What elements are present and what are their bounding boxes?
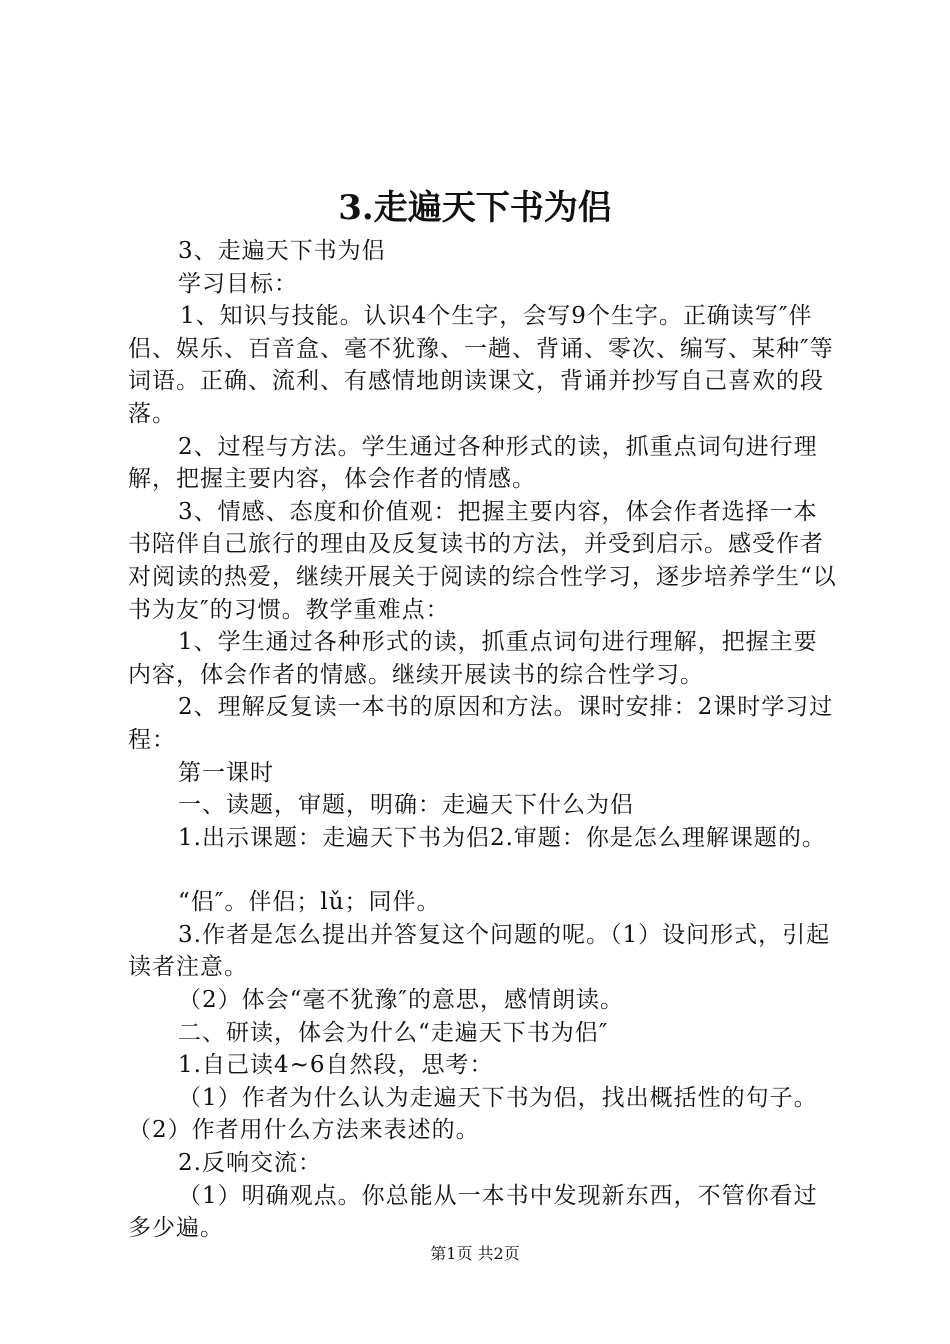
paragraph-objectives-label: 学习目标： [178,270,298,297]
paragraph-step-1-2: 1.出示课题：走遍天下书为侣2.审题：你是怎么理解课题的。 [178,824,826,851]
paragraph-key-point-2: 2、理解反复读一本书的原因和方法。课时安排：2课时学习过程： [128,694,834,753]
paragraph-feedback: 2.反响交流： [178,1150,322,1177]
paragraph-heading: 3、走遍天下书为侣 [178,238,386,264]
paragraph-step-3: 3.作者是怎么提出并答复这个问题的呢。（1）设问形式，引起读者注意。 [128,921,831,981]
paragraph-step-read: 1.自己读4~6自然段，思考： [178,1052,494,1079]
paragraph-lesson-one: 第一课时 [178,759,274,786]
paragraph-objective-2: 2、过程与方法。学生通过各种形式的读，抓重点词句进行理解，把握主要内容，体会作者的情感。 [128,433,818,493]
page-footer: 第1页 共2页 [430,1244,520,1263]
paragraph-section-two: 二、研读，体会为什么“走遍天下书为侣″ [178,1019,609,1046]
paragraph-viewpoint: （1）明确观点。你总能从一本书中发现新东西，不管你看过多少遍。 [128,1182,818,1242]
paragraph-section-one: 一、读题，审题，明确：走遍天下什么为侣 [178,792,634,819]
document-title: 3.走遍天下书为侣 [338,188,612,228]
paragraph-spacer [128,854,840,886]
paragraph-step-3-2: （2）体会“毫不犹豫″的意思，感情朗读。 [178,987,624,1014]
document-body [128,235,840,1245]
paragraph-key-point-1: 1、学生通过各种形式的读，抓重点词句进行理解，把握主要内容，体会作者的情感。继续开展读书的综合性学习。 [128,629,818,688]
paragraph-lv-note: “侣″。伴侣；lǔ；同伴。 [178,889,441,916]
paragraph-objective-1: 1、知识与技能。认识4个生字，会写9个生字。正确读写″伴侣、娱乐、百音盒、毫不犹豫、一趟、背诵、零次、编写、某种″等词语。正确、流利、有感情地朗读课文，背诵并抄写自己喜欢的段落。 [128,303,834,427]
paragraph-objective-3: 3、情感、态度和价值观：把握主要内容，体会作者选择一本书陪伴自己旅行的理由及反复读书的方法，并受到启示。感受作者对阅读的热爱，继续开展关于阅读的综合性学习，逐步培养学生“以书为友″的习惯。教学重难点： [128,498,837,623]
paragraph-questions: （1）作者为什么认为走遍天下书为侣，找出概括性的句子。（2）作者用什么方法来表述的。 [128,1084,818,1144]
